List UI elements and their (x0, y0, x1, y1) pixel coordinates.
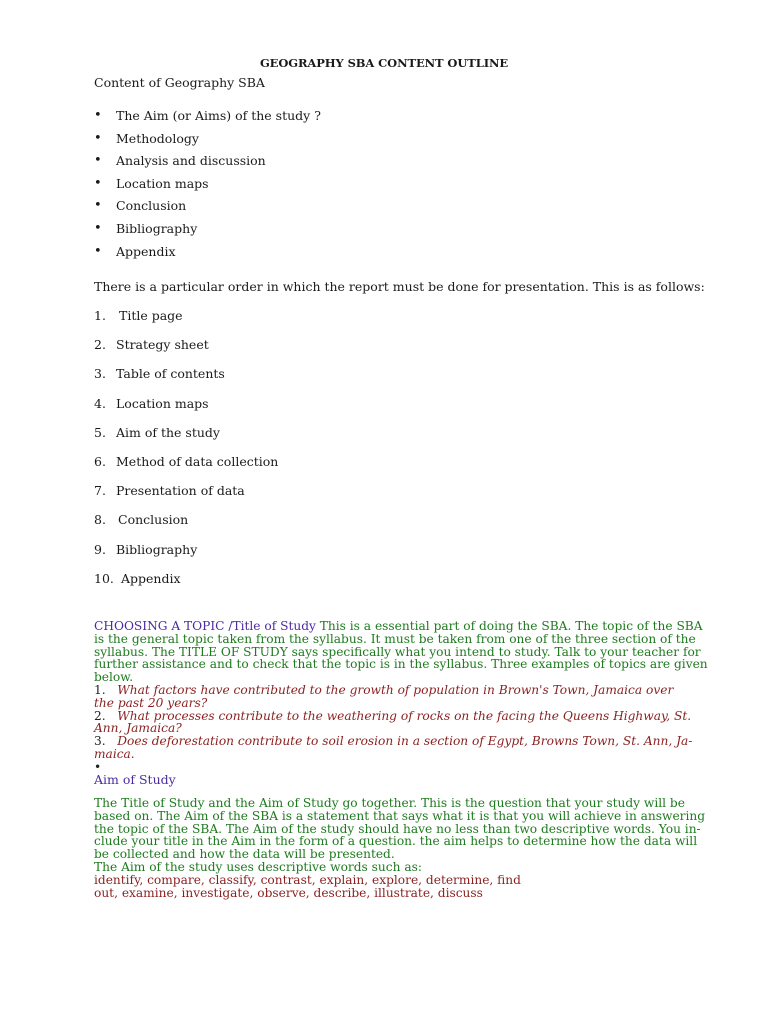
example-item: 1. What factors have contributed to the growth of population in Brown's Town, Jamaica over (94, 682, 674, 697)
list-item: 3. Table of contents (94, 366, 225, 381)
list-item: 1. Title page (94, 308, 183, 323)
bullet-icon: • (94, 131, 102, 146)
list-item: • Methodology (94, 131, 199, 146)
list-item: 7. Presentation of data (94, 483, 245, 498)
bullet-icon: • (94, 244, 102, 259)
aim-heading: Aim of Study (94, 772, 176, 787)
bullet-icon: • (94, 759, 102, 774)
descriptive-words: identify, compare, classify, contrast, explain, explore, determine, find (94, 872, 521, 887)
list-item: 2. Strategy sheet (94, 337, 209, 352)
list-item: 5. Aim of the study (94, 425, 220, 440)
list-item: • Analysis and discussion (94, 153, 266, 168)
bullet-icon: • (94, 221, 102, 236)
list-item: 10. Appendix (94, 571, 181, 586)
bullet-icon: • (94, 176, 102, 191)
topic-paragraph: CHOOSING A TOPIC /Title of Study This is a essential part of doing the SBA. The topic of the SBA is the general topic taken from the syllabus. It must be taken from one of the three section of the syllabus. The TITLE OF STUDY says specifically what you intend to study. Talk to your teacher for further assistance and to check that the topic is in the syllabus. Three examples of topics are given below. 1. What factors have contributed to the growth of population in Brown's Town, Jamaica over the past 20 years? 2. What processes contribute to the weathering of rocks on the facing the Queens Highway, St. Ann, Jamaica? 3. Does deforestation contribute to soil erosion in a section of Egypt, Browns Town, St. Ann, Ja- maica. • (94, 619, 708, 774)
intro-text: Content of Geography SBA (94, 75, 265, 90)
bullet-icon: • (94, 198, 102, 213)
list-item: 8. Conclusion (94, 512, 189, 527)
list-item: 9. Bibliography (94, 542, 198, 557)
list-item: 6. Method of data collection (94, 454, 279, 469)
order-intro: There is a particular order in which the report must be done for presentation. This is as follows: (94, 279, 705, 294)
descriptive-words: out, examine, investigate, observe, describe, illustrate, discuss (94, 885, 483, 900)
list-item: • Conclusion (94, 198, 187, 213)
list-item: • Bibliography (94, 221, 198, 236)
document-title: GEOGRAPHY SBA CONTENT OUTLINE (259, 56, 509, 70)
list-item: • The Aim (or Aims) of the study ? (94, 108, 321, 123)
topic-heading: CHOOSING A TOPIC /Title of Study (94, 619, 316, 633)
bullet-icon: • (94, 108, 102, 123)
list-item: 4. Location maps (94, 396, 209, 411)
example-item: 2. What processes contribute to the weathering of rocks on the facing the Queens Highway, St. (94, 708, 692, 723)
list-item: • Appendix (94, 244, 176, 259)
bullet-icon: • (94, 153, 102, 168)
aim-paragraph: The Title of Study and the Aim of Study go together. This is the question that your study will be based on. The Aim of the SBA is a statement that says what it is that you will achieve in answering the topic of the SBA. The Aim of the study should have no less than two descriptive words. You in- clude your title in the Aim in the form of a question. the aim helps to determine how the data will be collected and how the data will be presented. The Aim of the study uses descriptive words such as: identify, compare, classify, contrast, explain, explore, determine, find out, examine, investigate, observe, describe, illustrate, discuss (94, 796, 706, 900)
example-item: 3. Does deforestation contribute to soil erosion in a section of Egypt, Browns Town, St. Ann, Ja- (94, 734, 693, 749)
list-item: • Location maps (94, 176, 209, 191)
